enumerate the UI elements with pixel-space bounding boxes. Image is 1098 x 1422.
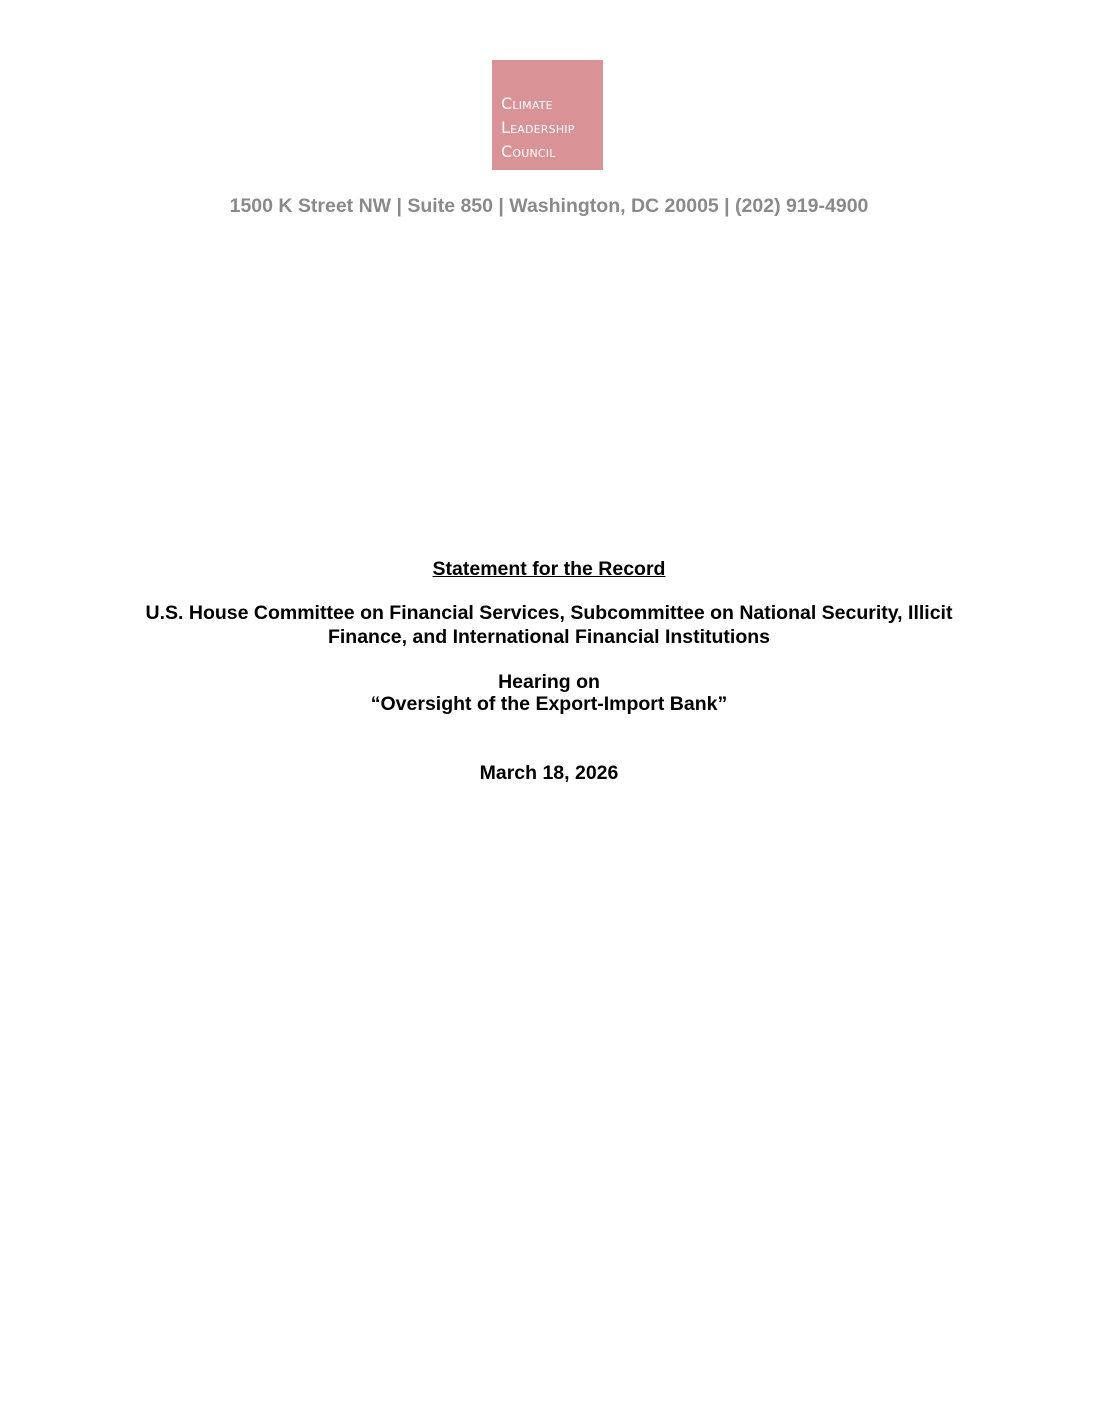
statement-title: Statement for the Record <box>432 558 666 580</box>
hearing-title: “Oversight of the Export-Import Bank” <box>370 693 728 715</box>
hearing-label: Hearing on <box>498 671 600 693</box>
logo-line-2: Leadership <box>501 118 575 137</box>
address-line: 1500 K Street NW | Suite 850 | Washington, DC 20005 | (202) 919-4900 <box>229 195 869 217</box>
hearing-heading <box>0 671 1098 715</box>
committee-heading <box>0 601 1098 649</box>
climate-leadership-council-logo <box>492 60 603 170</box>
committee-line-2: Finance, and International Financial Institutions <box>327 626 771 648</box>
logo-line-3: Council <box>501 142 556 161</box>
hearing-date: March 18, 2026 <box>479 762 619 784</box>
logo-line-1: Climate <box>501 94 553 113</box>
committee-line-1: U.S. House Committee on Financial Services, Subcommittee on National Security, Illicit <box>145 602 953 624</box>
